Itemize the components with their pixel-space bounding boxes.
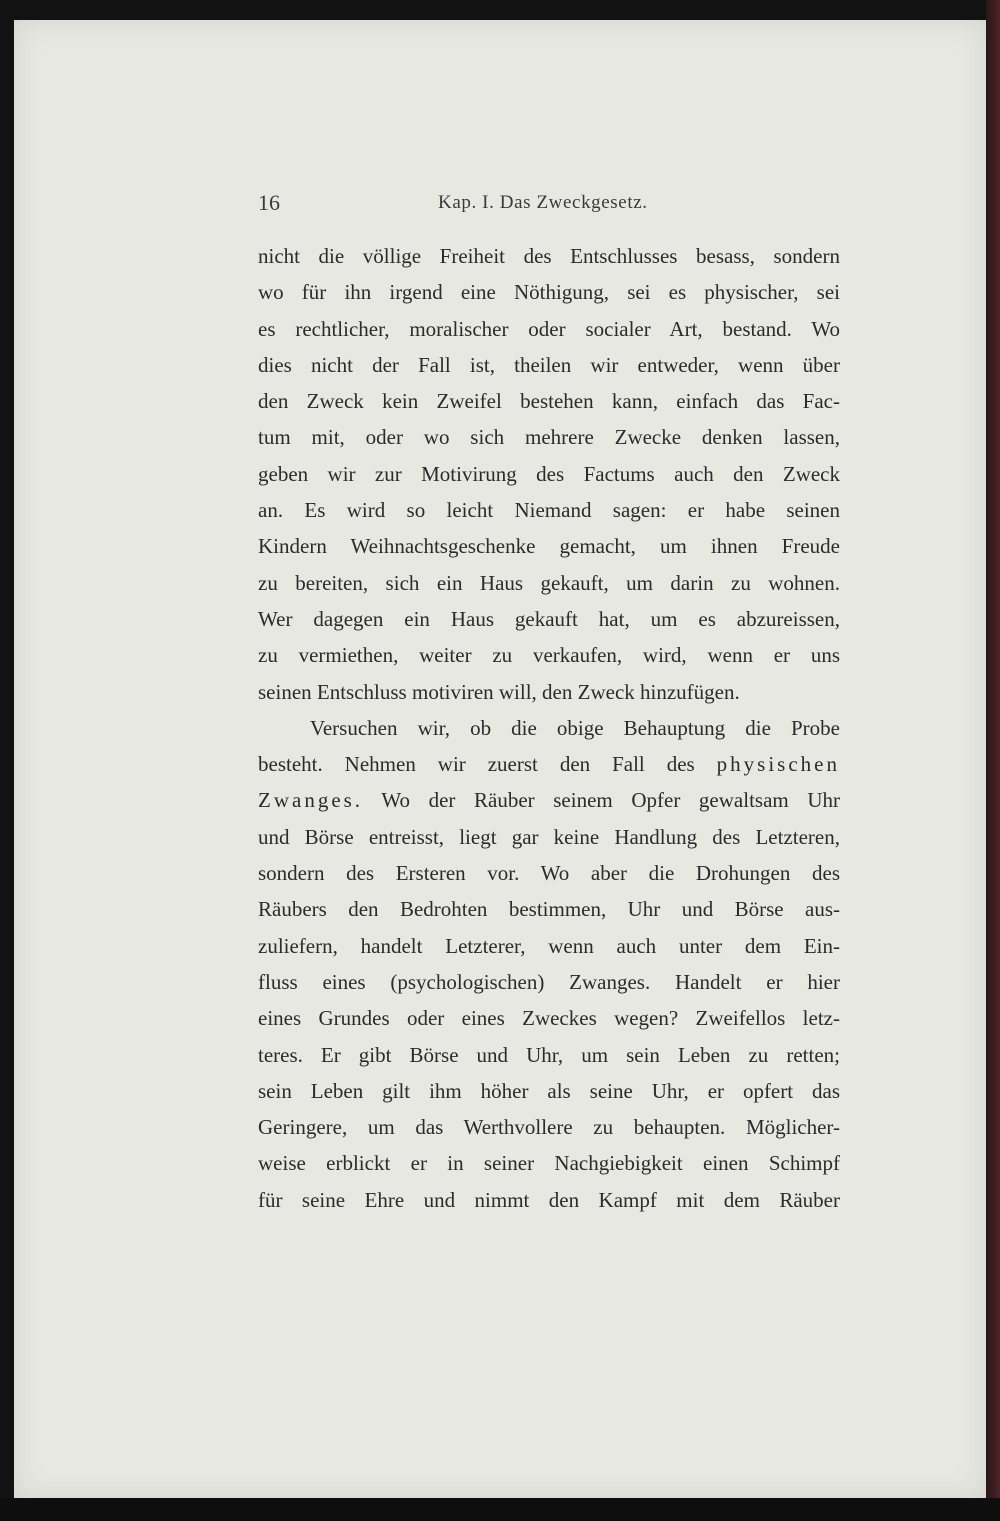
scan-border [0, 1498, 1000, 1521]
text-line: den Zweck kein Zweifel bestehen kann, einfach das Fac- [258, 389, 840, 414]
text-line-emphasis [258, 746, 840, 782]
text-line: nicht die völlige Freiheit des Entschlusses besass, sondern [258, 244, 840, 268]
paragraph-start-line: Versuchen wir, ob die obige Behauptung die Probe [310, 715, 840, 740]
book-edge [986, 0, 1000, 1521]
body-text [258, 238, 840, 1218]
emphasized-word: Zwanges. [258, 788, 364, 813]
text-line: teres. Er gibt Börse und Uhr, um sein Leben zu retten; [258, 1042, 840, 1067]
text-line: zu bereiten, sich ein Haus gekauft, um darin zu wohnen. [258, 570, 840, 595]
text-line: weise erblickt er in seiner Nachgiebigkeit einen Schimpf [258, 1151, 840, 1176]
text-line: sein Leben gilt ihm höher als seine Uhr, er opfert das [258, 1078, 840, 1103]
text-line: wo für ihn irgend eine Nöthigung, sei es physischer, sei [258, 280, 840, 305]
page-header [258, 190, 838, 220]
text-line: geben wir zur Motivirung des Factums auch den Zweck [258, 461, 840, 486]
text-line: Räubers den Bedrohten bestimmen, Uhr und Börse aus- [258, 897, 840, 922]
text-line: Wer dagegen ein Haus gekauft hat, um es abzureissen, [258, 606, 840, 631]
page-number: 16 [258, 190, 280, 215]
text-line: für seine Ehre und nimmt den Kampf mit dem Räuber [258, 1187, 840, 1212]
running-head: Kap. I. Das Zweckgesetz. [438, 192, 648, 213]
text-line: an. Es wird so leicht Niemand sagen: er habe seinen [258, 498, 840, 523]
text-line: seinen Entschluss motiviren will, den Zweck hinzufügen. [258, 679, 740, 704]
text-line: fluss eines (psychologischen) Zwanges. Handelt er hier [258, 969, 840, 994]
emphasized-word: physischen [716, 752, 840, 777]
text-line: sondern des Ersteren vor. Wo aber die Drohungen des [258, 861, 840, 886]
text-line: zuliefern, handelt Letzterer, wenn auch unter dem Ein- [258, 933, 840, 958]
text-line: eines Grundes oder eines Zweckes wegen? Zweifellos letz- [258, 1006, 840, 1031]
text-line: und Börse entreisst, liegt gar keine Handlung des Letzteren, [258, 824, 840, 849]
text-line: tum mit, oder wo sich mehrere Zwecke denken lassen, [258, 425, 840, 450]
text-line-emphasis [258, 782, 840, 818]
text-line: dies nicht der Fall ist, theilen wir entweder, wenn über [258, 352, 840, 377]
text-line: Geringere, um das Werthvollere zu behaupten. Möglicher- [258, 1115, 840, 1140]
text-line: Kindern Weihnachtsgeschenke gemacht, um ihnen Freude [258, 534, 840, 559]
text-fragment: besteht. Nehmen wir zuerst den Fall des [258, 752, 695, 777]
text-line: zu vermiethen, weiter zu verkaufen, wird, wenn er uns [258, 643, 840, 668]
text-line: es rechtlicher, moralischer oder socialer Art, bestand. Wo [258, 316, 840, 341]
text-fragment: Wo der Räuber seinem Opfer gewaltsam Uhr [381, 788, 841, 813]
